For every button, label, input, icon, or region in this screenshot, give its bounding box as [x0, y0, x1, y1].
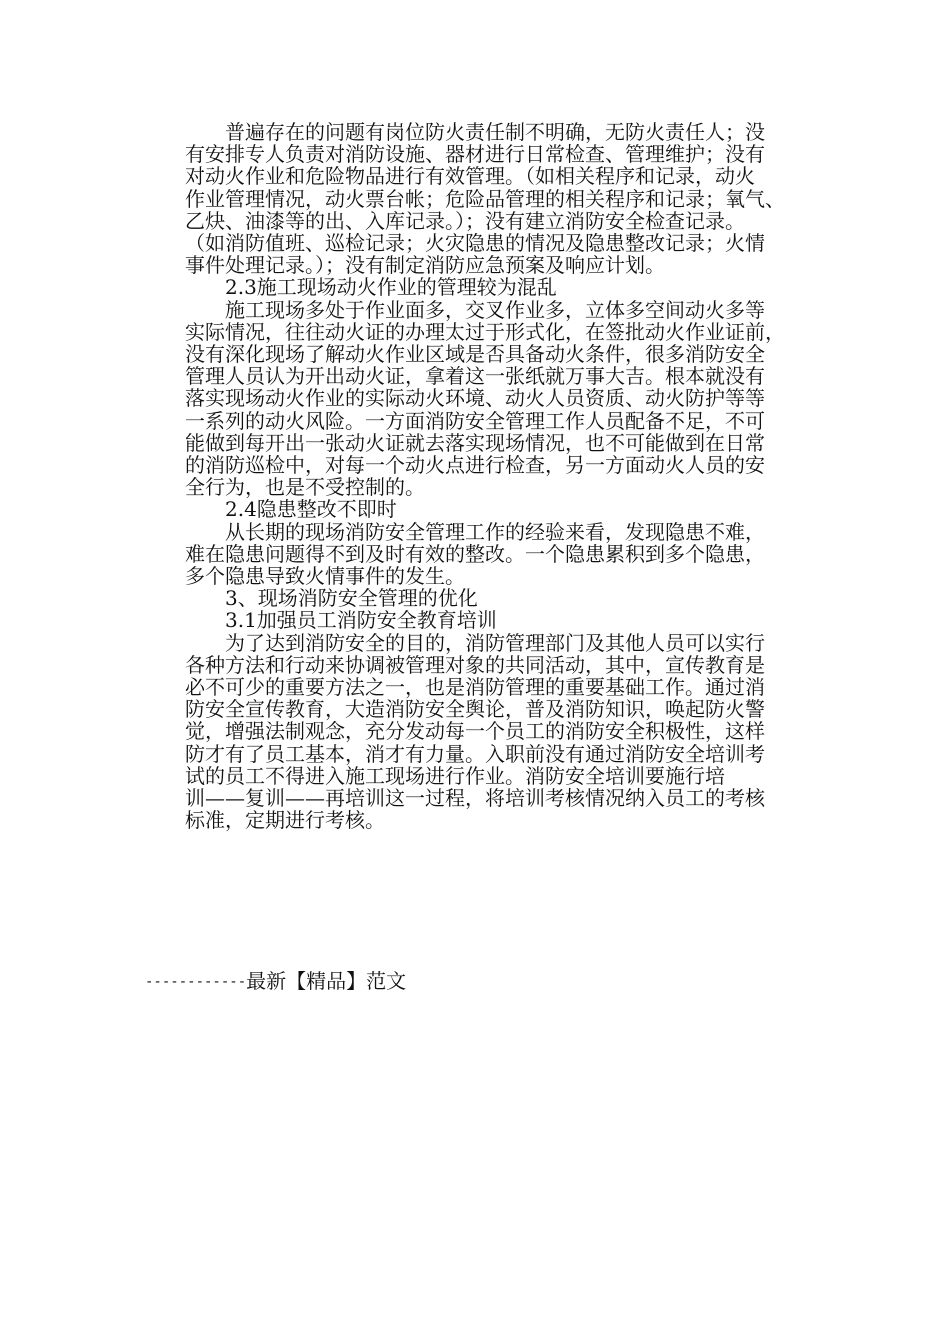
text-line: 为了达到消防安全的目的，消防管理部门及其他人员可以实行 — [225, 630, 765, 655]
paragraph-fire-responsibility — [145, 121, 805, 276]
text-line: 的消防巡检中，对每一个动火点进行检查，另一方面动火人员的安 — [185, 453, 765, 478]
paragraph-hazard-rectification — [145, 521, 805, 588]
text-line: 对动火作业和危险物品进行有效管理。（如相关程序和记录，动火 — [185, 164, 755, 189]
text-line: 难在隐患问题得不到及时有效的整改。一个隐患累积到多个隐患， — [185, 541, 765, 566]
text-line: 有安排专人负责对消防设施、器材进行日常检查、管理维护；没有 — [185, 142, 765, 167]
text-line: 普遍存在的问题有岗位防火责任制不明确，无防火责任人；没 — [225, 120, 765, 144]
text-line: 管理人员认为开出动火证，拿着这一张纸就万事大吉。根本就没有 — [185, 364, 765, 389]
heading-text: 2.4隐患整改不即时 — [225, 497, 397, 522]
text-line: 实际情况，往往动火证的办理太过于形式化，在签批动火作业证前， — [185, 319, 785, 344]
text-line: 标准，定期进行考核。 — [185, 808, 385, 833]
text-line: 能做到每开出一张动火证就去落实现场情况，也不可能做到在日常 — [185, 430, 765, 455]
section-heading-3-1 — [145, 609, 805, 631]
section-heading-2-3 — [145, 276, 805, 298]
document-body — [145, 121, 805, 832]
paragraph-hot-work-management — [145, 299, 805, 499]
footer-dashes: ------------ — [145, 974, 247, 990]
text-line: 训——复训——再培训这一过程，将培训考核情况纳入员工的考核 — [185, 786, 765, 811]
text-line: 没有深化现场了解动火作业区域是否具备动火条件，很多消防安全 — [185, 342, 765, 367]
text-line: 必不可少的重要方法之一，也是消防管理的重要基础工作。通过消 — [185, 675, 765, 700]
text-line: 事件处理记录。）；没有制定消防应急预案及响应计划。 — [185, 253, 665, 278]
text-line: 一系列的动火风险。一方面消防安全管理工作人员配备不足，不可 — [185, 408, 765, 433]
text-line: 防才有了员工基本，消才有力量。入职前没有通过消防安全培训考 — [185, 741, 765, 766]
text-line: 全行为，也是不受控制的。 — [185, 475, 425, 500]
heading-text: 2.3施工现场动火作业的管理较为混乱 — [225, 275, 557, 300]
text-line: 多个隐患导致火情事件的发生。 — [185, 564, 465, 589]
heading-text: 3、现场消防安全管理的优化 — [225, 586, 478, 611]
footer-tagline — [145, 969, 406, 994]
text-line: 施工现场多处于作业面多，交叉作业多，立体多空间动火多等 — [225, 297, 765, 322]
text-line: 防安全宣传教育，大造消防安全舆论，普及消防知识，唤起防火警 — [185, 697, 765, 722]
text-line: 各种方法和行动来协调被管理对象的共同活动，其中，宣传教育是 — [185, 652, 765, 677]
text-line: 从长期的现场消防安全管理工作的经验来看，发现隐患不难， — [225, 519, 765, 544]
section-heading-3 — [145, 587, 805, 609]
text-line: （如消防值班、巡检记录；火灾隐患的情况及隐患整改记录；火情 — [185, 231, 765, 256]
paragraph-safety-training — [145, 632, 805, 832]
text-line: 作业管理情况，动火票台帐；危险品管理的相关程序和记录；氧气、 — [185, 186, 785, 211]
text-line: 乙炔、油漆等的出、入库记录。）；没有建立消防安全检查记录。 — [185, 208, 745, 233]
footer-text: 最新【精品】范文 — [246, 969, 407, 993]
text-line: 试的员工不得进入施工现场进行作业。消防安全培训要施行培 — [185, 763, 725, 788]
section-heading-2-4 — [145, 498, 805, 520]
text-line: 落实现场动火作业的实际动火环境、动火人员资质、动火防护等等 — [185, 386, 765, 411]
text-line: 觉，增强法制观念，充分发动每一个员工的消防安全积极性，这样 — [185, 719, 765, 744]
heading-text: 3.1加强员工消防安全教育培训 — [225, 608, 497, 633]
